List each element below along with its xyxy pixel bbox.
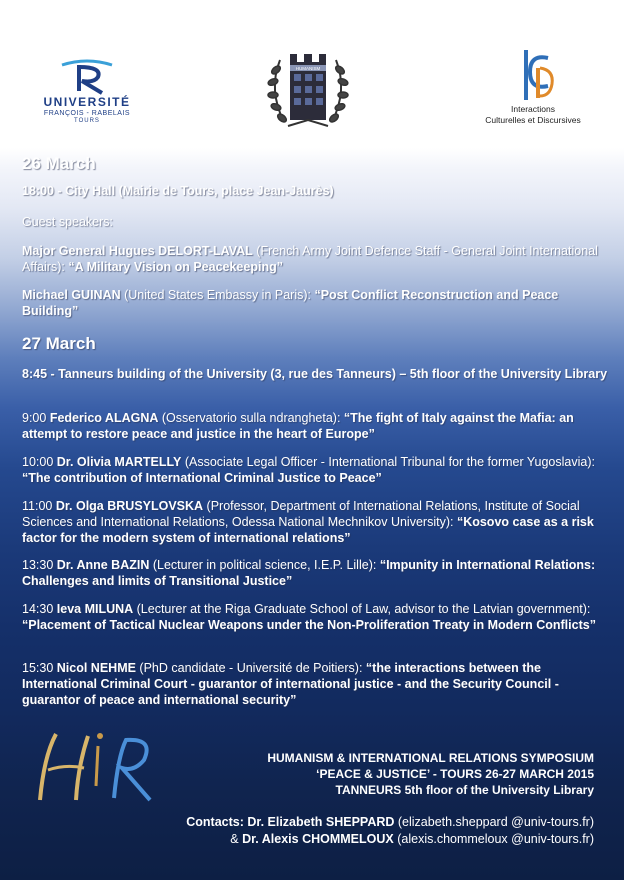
laurel-icon [262,40,354,140]
talk-speaker: Nicol NEHME [56,661,136,675]
talk-title: “the interactions between the International Criminal Court - guarantor of international justice - and the Security Council - guarantor of peace and international security” [22,661,559,707]
contact-line-2 [90,831,594,848]
speaker-affiliation: (United States Embassy in Paris): [120,288,315,302]
laurel-tower-emblem [262,40,354,140]
talk-entry [22,660,608,708]
day1-heading: 26 March [22,154,96,173]
talk-title: “Impunity in International Relations: Challenges and limits of Transitional Justice” [22,558,596,588]
talk-entry [22,601,608,633]
university-subname: FRANÇOIS - RABELAIS [43,110,131,117]
speaker-name: Michael GUINAN [22,288,121,302]
university-name: UNIVERSITÉ [43,95,131,109]
university-logo [32,55,142,124]
day2-heading: 27 March [22,334,96,353]
talk-entry [22,410,608,442]
talk-speaker: Ieva MILUNA [56,602,134,616]
speaker-talk-title: “A Military Vision on Peacekeeping” [68,260,283,274]
talk-entry [22,454,608,486]
speaker-affiliation: (French Army Joint Defence Staff - General Joint International Affairs): [22,244,598,274]
talk-entry [22,557,608,589]
speaker-talk-title: “Post Conflict Reconstruction and Peace Building” [22,288,559,318]
university-city: TOURS [74,118,100,124]
contact-line-1 [90,814,594,831]
icd-logo [478,48,588,126]
hir-logo-icon [26,716,166,808]
talk-affiliation: (Associate Legal Officer - International Tribunal for the former Yugoslavia): [181,455,595,469]
contact-email: (alexis.chommeloux @univ-tours.fr) [393,832,594,846]
talk-speaker: Federico ALAGNA [49,411,159,425]
day1-venue: 18:00 - City Hall (Mairie de Tours, place Jean-Jaurès) [22,184,334,198]
contact-name: Dr. Alexis CHOMMELOUX [242,832,394,846]
talk-time: 15:30 [22,661,57,675]
talk-affiliation: (PhD candidate - Université de Poitiers): [135,661,366,675]
symposium-info [180,750,594,798]
talk-speaker: Dr. Olga BRUSYLOVSKA [55,499,204,513]
talk-time: 11:00 [22,499,56,513]
emblem-text: HUMANISM [295,66,321,71]
talk-title: “The fight of Italy against the Mafia: an attempt to restore peace and justice in the heart of Europe” [22,411,574,441]
talk-affiliation: (Osservatorio sulla ndrangheta): [158,411,344,425]
talk-time: 9:00 [22,411,50,425]
talk-title: “Kosovo case as a risk factor for the modern system of international relations” [22,515,594,545]
guest-speakers-label: Guest speakers: [22,215,114,229]
talk-title: “The contribution of International Criminal Justice to Peace” [22,471,382,485]
day2-venue: 8:45 - Tanneurs building of the University (3, rue des Tanneurs) – 5th floor of the University Library [22,367,608,381]
university-r-emblem-icon [32,55,142,95]
contact-prefix: & [230,832,243,846]
talk-affiliation: (Lecturer in political science, I.E.P. Lille): [149,558,380,572]
talk-time: 13:30 [22,558,57,572]
contacts-block [90,814,594,848]
speaker-entry [22,287,608,319]
speaker-name: Major General Hugues DELORT-LAVAL [22,244,253,258]
talk-speaker: Dr. Anne BAZIN [56,558,150,572]
talk-speaker: Dr. Olivia MARTELLY [56,455,182,469]
header [0,0,624,148]
icd-letters-icon [478,48,588,104]
symposium-theme-dates: ‘PEACE & JUSTICE’ - TOURS 26-27 MARCH 2015 [316,767,594,781]
contact-email: (elizabeth.sheppard @univ-tours.fr) [394,815,594,829]
icd-caption-line2: Culturelles et Discursives [485,115,581,125]
symposium-location: TANNEURS 5th floor of the University Library [335,783,594,797]
talk-time: 14:30 [22,602,57,616]
talk-affiliation: (Professor, Department of International Relations, Institute of Social Sciences and International Relations, Odessa National Mechnikov University): [22,499,580,529]
talk-time: 10:00 [22,455,57,469]
speaker-entry [22,243,608,275]
contacts-label: Contacts: [186,815,248,829]
talk-entry [22,498,608,546]
icd-caption-line1: Interactions [511,104,555,114]
contact-name: Dr. Elizabeth SHEPPARD [247,815,395,829]
symposium-title: HUMANISM & INTERNATIONAL RELATIONS SYMPOSIUM [267,751,594,765]
talk-title: “Placement of Tactical Nuclear Weapons under the Non-Proliferation Treaty in Modern Conflicts” [22,618,596,632]
talk-affiliation: (Lecturer at the Riga Graduate School of Law, advisor to the Latvian government): [133,602,591,616]
